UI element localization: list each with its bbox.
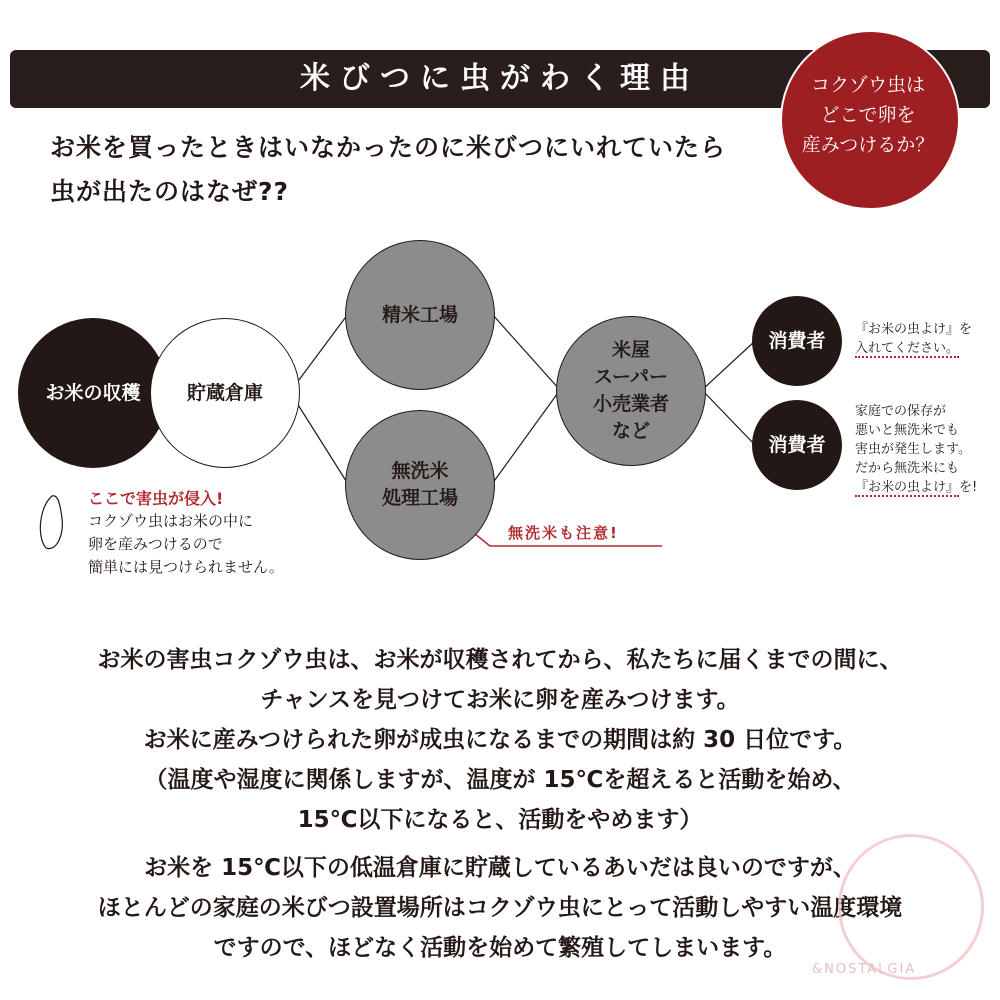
node-musenmai-label: 処理工場 (381, 487, 458, 509)
musenmai-note: 無洗米も注意! (508, 524, 619, 542)
badge-line: 産みつけるか？ (801, 134, 935, 156)
paragraph-line: お米に産みつけられた卵が成虫になるまでの期間は約 30 日位です。 (143, 727, 857, 753)
note-text: を! (959, 480, 978, 495)
question-line-1: お米を買ったときはいなかったのに米びつにいれていたら (50, 133, 727, 162)
note-line: 害虫が発生します。 (855, 442, 971, 457)
paragraph-line: お米を 15℃以下の低温倉庫に貯蔵しているあいだは良いのですが、 (144, 855, 856, 881)
node-consumer-1 (752, 296, 842, 386)
consumer-note-1 (855, 320, 972, 358)
node-musenmai-label: 無洗米 (391, 460, 449, 482)
rice-grain-icon (40, 496, 62, 549)
warning-line: コクゾウ虫はお米の中に (88, 512, 254, 530)
node-musenmai (345, 410, 495, 560)
paragraph-line: お米の害虫コクゾウ虫は、お米が収穫されてから、私たちに届くまでの間に、 (97, 647, 903, 673)
page-title: 米びつに虫がわく理由 (300, 61, 700, 96)
watermark-text: &NOSTALGIA (812, 962, 917, 977)
node-storage (150, 318, 300, 468)
connector-mill-shop (492, 314, 560, 390)
node-shop-label: スーパー (593, 366, 669, 388)
paragraph-line: ですので、ほどなく活動を始めて繁殖してしまいます。 (213, 935, 787, 961)
badge-line: どこで卵を (820, 104, 916, 126)
warning-title: ここで害虫が侵入! (88, 489, 224, 508)
paragraph-line: （温度や湿度に関係しますが、温度が 15℃を超えると活動を始め、 (144, 767, 856, 793)
node-consumer-label: 消費者 (768, 433, 826, 456)
paragraph-line: 15℃以下になると、活動をやめます） (297, 807, 703, 833)
node-shop-label: など (611, 420, 650, 442)
note-highlight: 『お米の虫よけ』 (855, 322, 960, 337)
paragraph-line: チャンスを見つけてお米に卵を産みつけます。 (260, 687, 740, 713)
warning-line: 卵を産みつけるので (88, 535, 223, 553)
connector-shop-consumer1 (702, 341, 755, 390)
warning-line: 簡単には見つけられません。 (88, 558, 284, 576)
node-mill (345, 240, 495, 390)
explanation-paragraph-2 (20, 848, 980, 968)
consumer-note-2 (855, 402, 977, 497)
note-text: を (959, 322, 973, 337)
explanation-paragraph-1 (20, 640, 980, 840)
node-consumer-2 (752, 400, 842, 490)
node-storage-label: 貯蔵倉庫 (186, 381, 263, 404)
note-line: 家庭での保存が (855, 404, 947, 419)
warning-text (88, 510, 284, 579)
node-harvest-label: お米の収穫 (45, 381, 141, 404)
node-shop-label: 米屋 (611, 339, 650, 361)
connector-musenmai-shop (492, 390, 560, 484)
node-mill-label: 精米工場 (381, 303, 458, 326)
node-shop-label: 小売業者 (592, 393, 669, 415)
node-harvest (18, 318, 168, 468)
note-line: 悪いと無洗米でも (855, 423, 960, 438)
note-highlight: 『お米の虫よけ』 (855, 480, 960, 495)
node-consumer-label: 消費者 (768, 329, 826, 352)
note-line: だから無洗米にも (855, 461, 960, 476)
connector-shop-consumer2 (702, 390, 755, 445)
paragraph-line: ほとんどの家庭の米びつ設置場所はコクゾウ虫にとって活動しやすい温度環境 (97, 895, 903, 921)
question-line-2: 虫が出たのはなぜ?? (50, 177, 290, 206)
note-text: 入れてください。 (855, 341, 960, 356)
watermark-stamp-icon (838, 834, 984, 980)
node-shop (556, 316, 706, 466)
badge-line: コクゾウ虫は (810, 74, 925, 96)
